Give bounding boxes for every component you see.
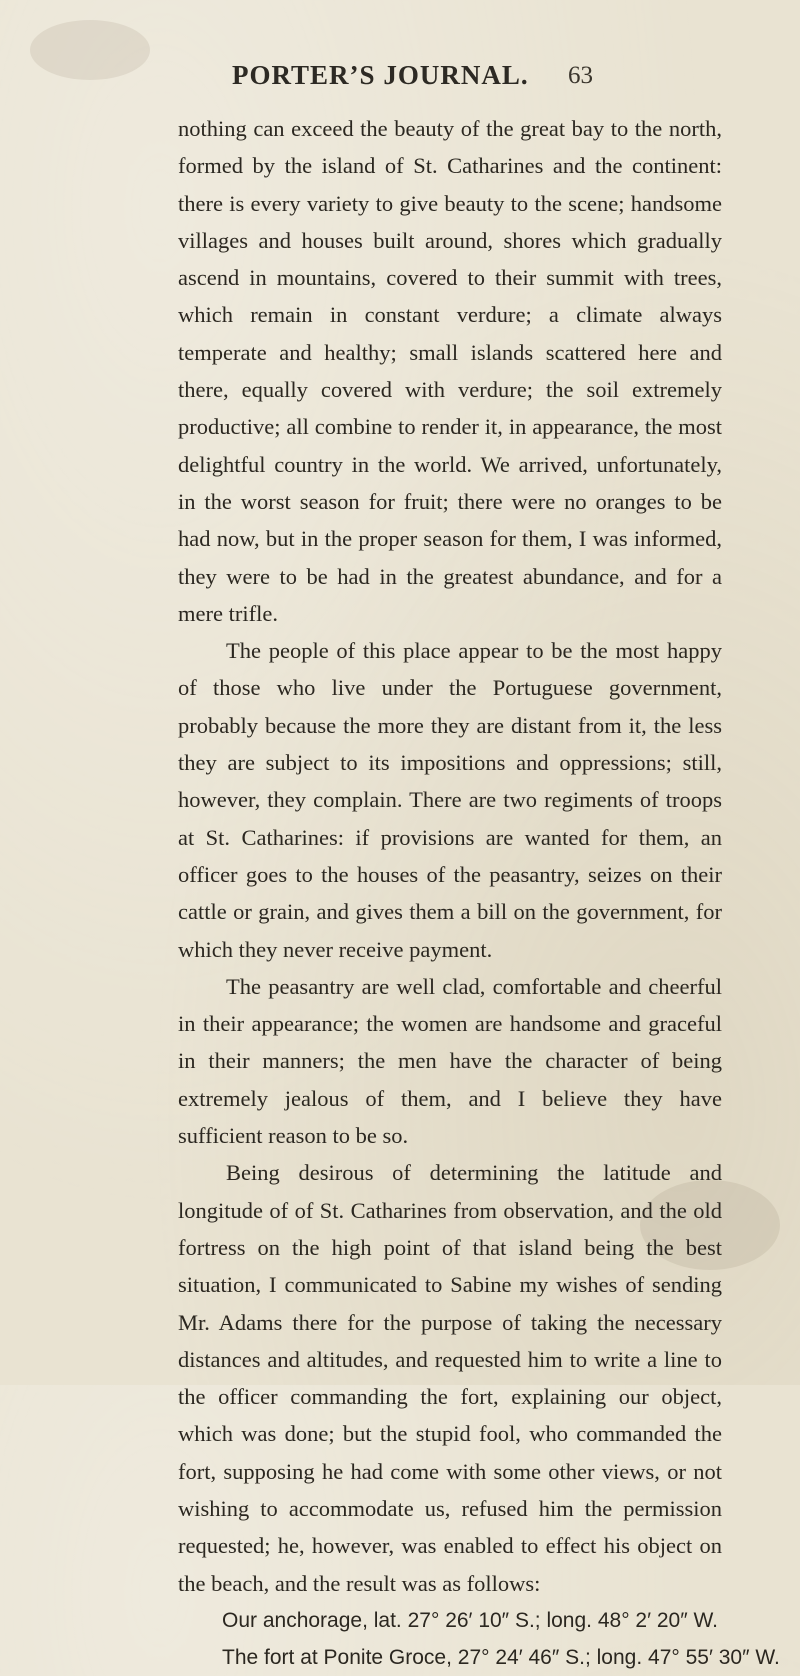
result-line: The fort at Ponite Groce, 27° 24′ 46″ S.; long. 47° 55′ 30″ W.: [222, 1646, 780, 1670]
paragraph: The people of this place appear to be the most happy of those who live under the Portuguese government, probably because the more they are distant from it, the less they are subject to its impositions and oppressions; still, however, they complain. There are two regiments of troops at St. Catharines: if provisions are wanted for them, an officer goes to the houses of the peasantry, seizes on their cattle or grain, and gives them a bill on the government, for which they never receive payment.: [178, 638, 722, 962]
running-head: PORTER’S JOURNAL.: [232, 60, 529, 90]
paper-stain: [30, 20, 150, 80]
body-text: [178, 110, 780, 1676]
paragraph: nothing can exceed the beauty of the great bay to the north, formed by the island of St. Catharines and the continent: there is every variety to give beauty to the scene; handsome villages and houses built around, shores which gradually ascend in mountains, covered to their summit with trees, which remain in constant verdure; a climate always temperate and healthy; small islands scattered here and there, equally covered with verdure; the soil extremely productive; all combine to render it, in appearance, the most delightful country in the world. We arrived, unfortunately, in the worst season for fruit; there were no oranges to be had now, but in the proper season for them, I was informed, they were to be had in the greatest abundance, and for a mere trifle.: [178, 116, 722, 626]
page-header: [232, 60, 572, 100]
paragraph: Being desirous of determining the latitude and longitude of of St. Catharines from observation, and the old fortress on the high point of that island being the best situation, I communicated to Sabine my wishes of sending Mr. Adams there for the purpose of taking the necessary distances and altitudes, and requested him to write a line to the officer commanding the fort, explaining our object, which was done; but the stupid fool, who commanded the fort, supposing he had come with some other views, or not wishing to accommodate us, refused him the permission requested; he, however, was enabled to effect his object on the beach, and the result was as follows:: [178, 1160, 722, 1596]
page-number: 63: [568, 62, 593, 89]
result-line: Our anchorage, lat. 27° 26′ 10″ S.; long. 48° 2′ 20″ W.: [222, 1608, 719, 1632]
paragraph: The peasantry are well clad, comfortable and cheerful in their appearance; the women are handsome and graceful in their manners; the men have the character of being extremely jealous of them, and I believe they have sufficient reason to be so.: [178, 973, 722, 1149]
